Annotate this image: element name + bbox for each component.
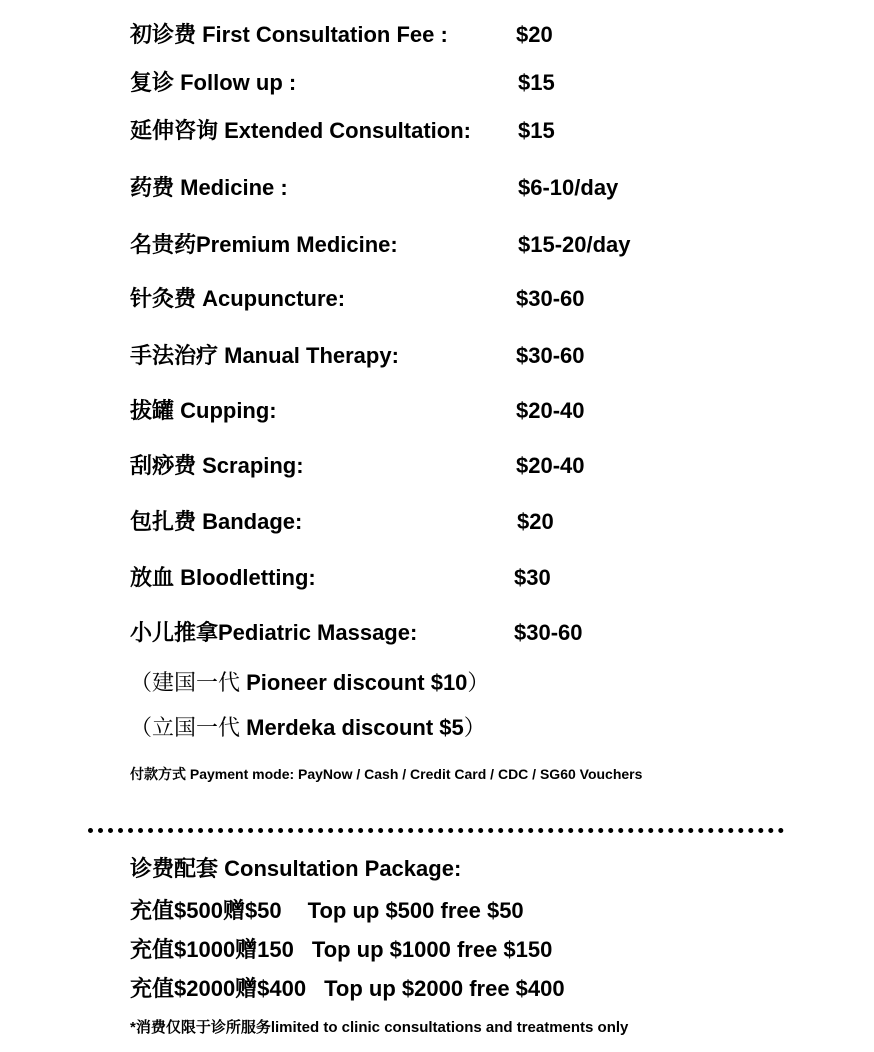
fee-price-first-consultation: $20 <box>516 22 553 47</box>
fee-price-pediatric-massage: $30-60 <box>514 620 583 645</box>
fee-label-cupping: 拔罐 Cupping: <box>130 398 277 423</box>
discount-merdeka <box>130 717 486 739</box>
fee-price-cupping: $20-40 <box>516 398 585 423</box>
package-item-en: Top up $2000 free $400 <box>324 976 565 1001</box>
fee-label-pediatric-massage: 小儿推拿Pediatric Massage: <box>130 620 418 645</box>
discount-merdeka-suffix: ） <box>463 715 486 740</box>
fee-price-bloodletting: $30 <box>514 565 551 590</box>
package-item-cn: 充值$1000赠150 <box>130 937 294 962</box>
fee-label-first-consultation: 初诊费 First Consultation Fee : <box>130 22 448 47</box>
package-item-cn: 充值$500赠$50 <box>130 898 282 923</box>
package-item-cn: 充值$2000赠$400 <box>130 976 307 1001</box>
fee-price-scraping: $20-40 <box>516 453 585 478</box>
discount-pioneer <box>130 672 489 694</box>
discount-merdeka-prefix: （立国一代 <box>130 715 247 740</box>
fee-label-extended-consultation: 延伸咨询 Extended Consultation: <box>130 118 472 143</box>
fee-price-manual-therapy: $30-60 <box>516 343 585 368</box>
payment-mode: 付款方式 Payment mode: PayNow / Cash / Credit Card / CDC / SG60 Vouchers <box>130 766 643 782</box>
fee-label-follow-up: 复诊 Follow up : <box>130 70 297 95</box>
package-note: *消费仅限于诊所服务limited to clinic consultations and treatments only <box>130 1019 629 1036</box>
fee-label-acupuncture: 针灸费 Acupuncture: <box>130 286 346 311</box>
package-item <box>130 978 565 1000</box>
dotted-divider <box>88 828 784 833</box>
fee-price-bandage: $20 <box>517 509 554 534</box>
fee-price-premium-medicine: $15-20/day <box>518 232 631 257</box>
package-item <box>130 939 552 961</box>
fee-price-medicine: $6-10/day <box>518 175 619 200</box>
fee-label-bandage: 包扎费 Bandage: <box>130 509 303 534</box>
fee-price-extended-consultation: $15 <box>518 118 555 143</box>
fee-label-premium-medicine: 名贵药Premium Medicine: <box>130 232 398 257</box>
fee-label-medicine: 药费 Medicine : <box>130 175 288 200</box>
package-title: 诊费配套 Consultation Package: <box>130 856 462 881</box>
fee-label-manual-therapy: 手法治疗 Manual Therapy: <box>130 343 399 368</box>
discount-pioneer-prefix: （建国一代 <box>130 670 247 695</box>
package-item-en: Top up $500 free $50 <box>307 898 524 923</box>
discount-pioneer-text: Pioneer discount $10 <box>246 670 468 695</box>
discount-merdeka-text: Merdeka discount $5 <box>246 715 464 740</box>
fee-price-follow-up: $15 <box>518 70 555 95</box>
fee-price-acupuncture: $30-60 <box>516 286 585 311</box>
fee-label-scraping: 刮痧费 Scraping: <box>130 453 304 478</box>
package-item-en: Top up $1000 free $150 <box>311 937 553 962</box>
discount-pioneer-suffix: ） <box>467 670 490 695</box>
package-item <box>130 900 524 922</box>
fee-label-bloodletting: 放血 Bloodletting: <box>130 565 316 590</box>
